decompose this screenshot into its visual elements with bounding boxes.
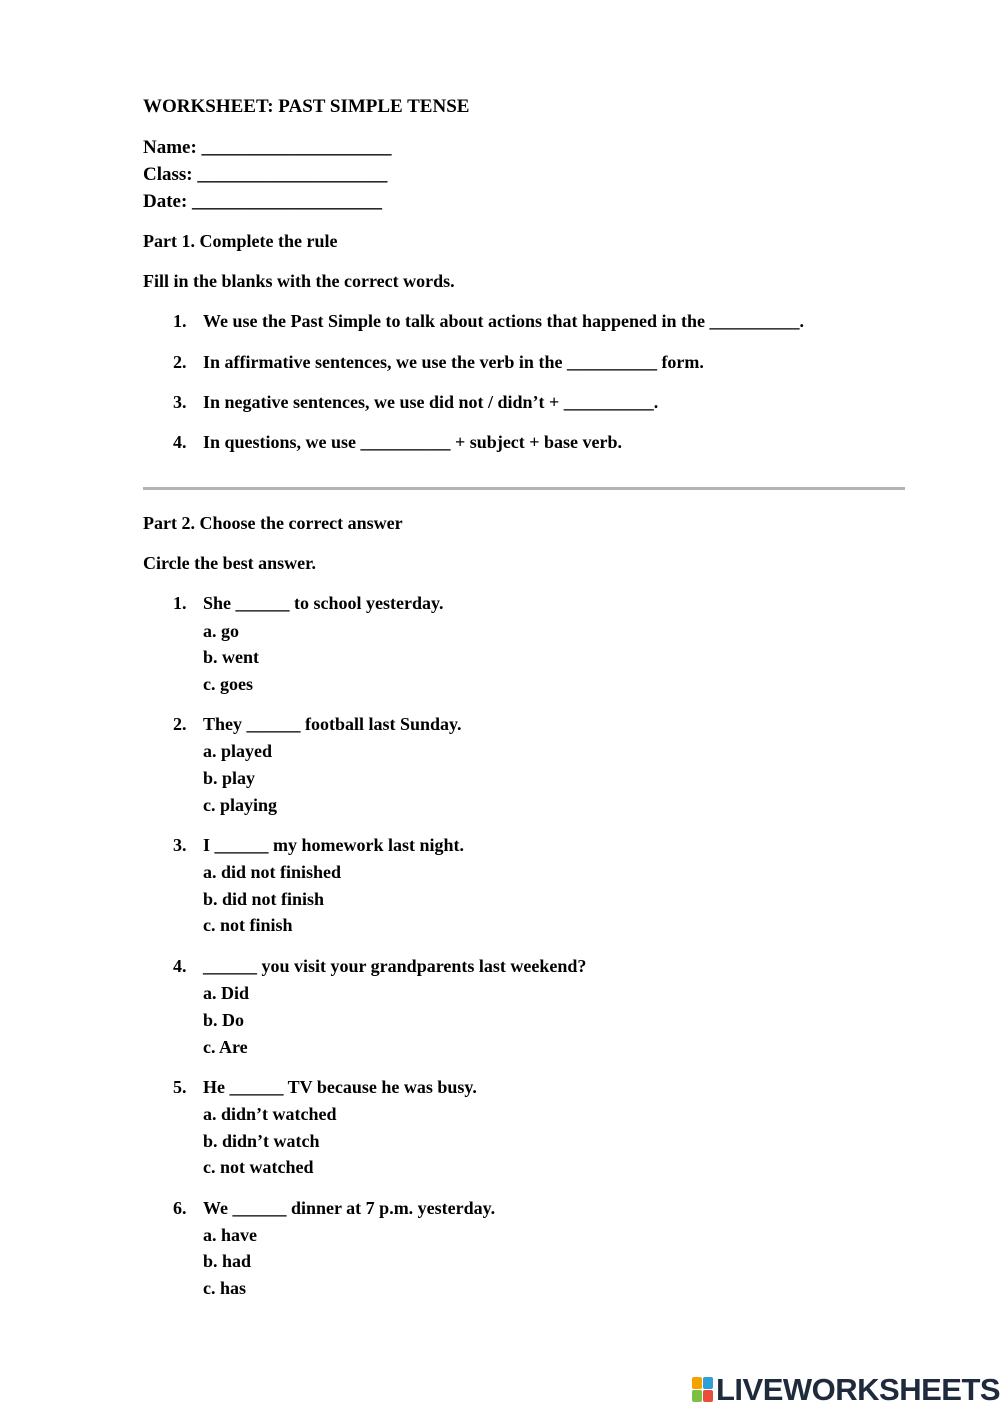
- answer-option[interactable]: c. goes: [203, 674, 253, 694]
- question-text: I ______ my homework last night.: [203, 835, 465, 855]
- part2-heading: Part 2. Choose the correct answer: [143, 513, 403, 533]
- answer-option[interactable]: b. went: [203, 647, 260, 667]
- question-number: 2.: [173, 714, 187, 734]
- answer-option[interactable]: c. Are: [203, 1037, 248, 1057]
- answer-option[interactable]: a. didn’t watched: [203, 1104, 337, 1124]
- question-number: 4.: [173, 956, 187, 976]
- item-text: In negative sentences, we use did not / didn’t + __________.: [203, 392, 659, 412]
- class-field[interactable]: Class: ____________________: [143, 164, 388, 185]
- question-text: They ______ football last Sunday.: [203, 714, 462, 734]
- liveworksheets-logo[interactable]: [692, 1373, 1000, 1407]
- question-number: 3.: [173, 835, 187, 855]
- answer-option[interactable]: b. had: [203, 1251, 252, 1271]
- part2-instruction: Circle the best answer.: [143, 553, 316, 573]
- answer-option[interactable]: b. Do: [203, 1010, 245, 1030]
- question-number: 1.: [173, 593, 187, 613]
- answer-option[interactable]: a. played: [203, 741, 273, 761]
- item-number: 1.: [173, 311, 187, 331]
- item-text: In questions, we use __________ + subject + base verb.: [203, 432, 623, 452]
- section-divider: [143, 487, 905, 490]
- name-field[interactable]: Name: ____________________: [143, 137, 392, 158]
- worksheet-title: WORKSHEET: PAST SIMPLE TENSE: [143, 96, 470, 117]
- question-text: He ______ TV because he was busy.: [203, 1077, 477, 1097]
- question-text: She ______ to school yesterday.: [203, 593, 444, 613]
- answer-option[interactable]: a. go: [203, 621, 239, 641]
- logo-text: LIVEWORKSHEETS: [716, 1372, 1000, 1407]
- answer-option[interactable]: b. play: [203, 768, 256, 788]
- item-text: We use the Past Simple to talk about actions that happened in the __________.: [203, 311, 805, 331]
- answer-option[interactable]: a. have: [203, 1225, 257, 1245]
- item-number: 3.: [173, 392, 187, 412]
- date-field[interactable]: Date: ____________________: [143, 191, 383, 212]
- answer-option[interactable]: c. not finish: [203, 915, 293, 935]
- item-number: 2.: [173, 352, 187, 372]
- question-text: ______ you visit your grandparents last weekend?: [203, 956, 587, 976]
- question-text: We ______ dinner at 7 p.m. yesterday.: [203, 1198, 496, 1218]
- answer-option[interactable]: b. did not finish: [203, 889, 325, 909]
- item-number: 4.: [173, 432, 187, 452]
- answer-option[interactable]: a. Did: [203, 983, 250, 1003]
- item-text: In affirmative sentences, we use the verb in the __________ form.: [203, 352, 704, 372]
- question-number: 6.: [173, 1198, 187, 1218]
- question-number: 5.: [173, 1077, 187, 1097]
- answer-option[interactable]: c. not watched: [203, 1157, 314, 1177]
- answer-option[interactable]: a. did not finished: [203, 862, 342, 882]
- answer-option[interactable]: c. has: [203, 1278, 247, 1298]
- answer-option[interactable]: c. playing: [203, 795, 278, 815]
- liveworksheets-logo-icon: [692, 1377, 714, 1403]
- part1-heading: Part 1. Complete the rule: [143, 231, 338, 251]
- part1-instruction: Fill in the blanks with the correct words.: [143, 271, 455, 291]
- answer-option[interactable]: b. didn’t watch: [203, 1131, 320, 1151]
